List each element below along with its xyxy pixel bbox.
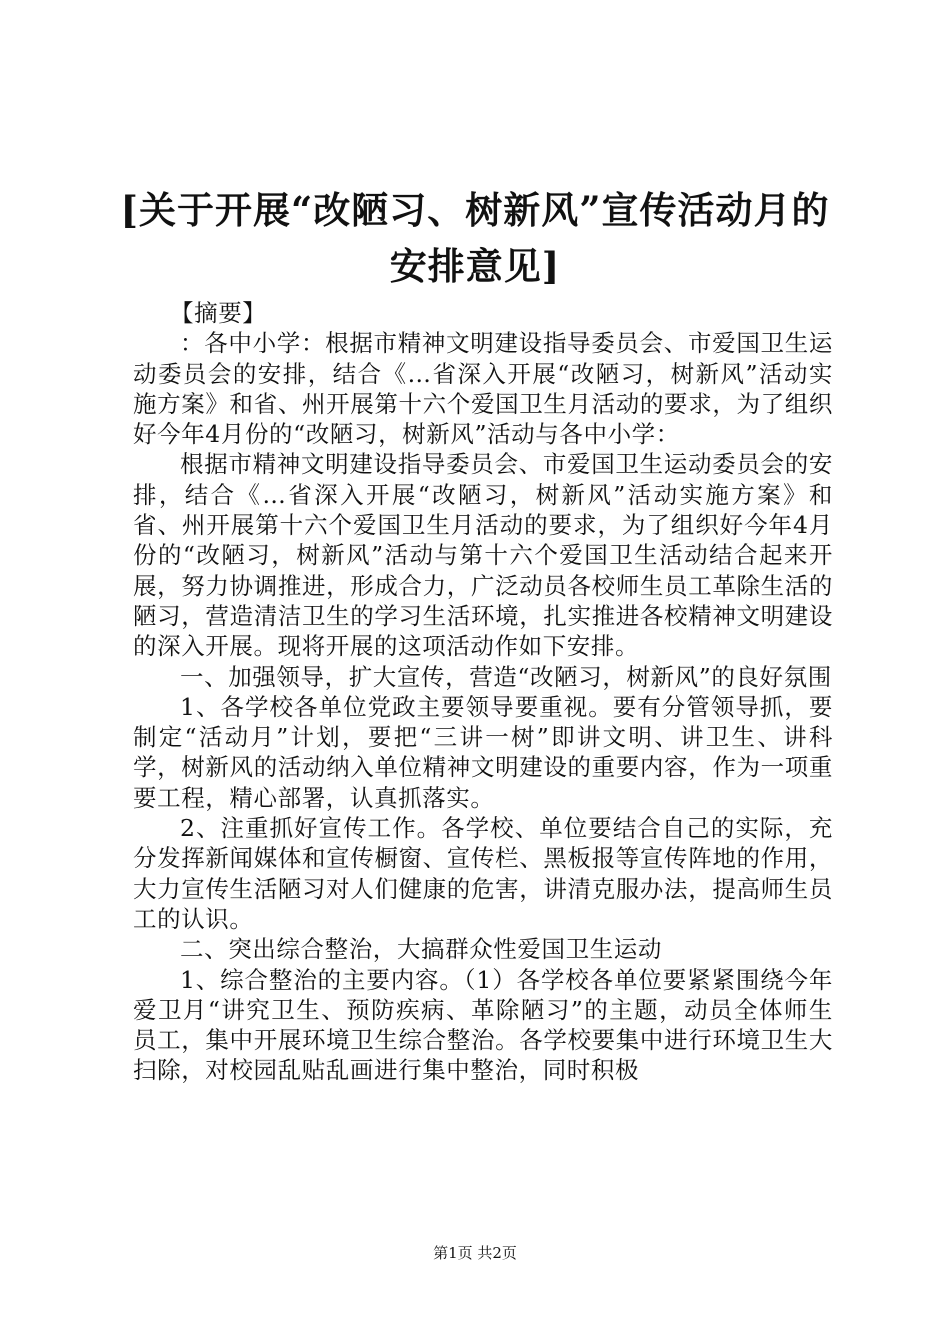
paragraph-intro: ：各中小学：根据市精神文明建设指导委员会、市爱国卫生运动委员会的安排，结合《…省深入开展“改陋习，树新风”活动实施方案》和省、州开展第十六个爱国卫生月活动的要求，为了组织好今年4月份的“改陋习，树新风”活动与各中小学： <box>133 329 833 449</box>
abstract-label: 【摘要】 <box>170 299 267 327</box>
paragraph-item-1-2: 2、注重抓好宣传工作。各学校、单位要结合自己的实际，充分发挥新闻媒体和宣传橱窗、宣传栏、黑板报等宣传阵地的作用，大力宣传生活陋习对人们健康的危害，讲清克服办法，提高师生员工的认识。 <box>133 814 833 933</box>
section-heading-2: 二、突出综合整治，大搞群众性爱国卫生运动 <box>180 935 662 964</box>
paragraph-background: 根据市精神文明建设指导委员会、市爱国卫生运动委员会的安排，结合《…省深入开展“改陋习，树新风”活动实施方案》和省、州开展第十六个爱国卫生月活动的要求，为了组织好今年4月份的“改陋习，树新风”活动与第十六个爱国卫生活动结合起来开展，努力协调推进，形成合力，广泛动员各校师生员工革除生活的陋习，营造清洁卫生的学习生活环境，扎实推进各校精神文明建设的深入开展。现将开展的这项活动作如下安排。 <box>133 450 833 661</box>
paragraph-item-1-1: 1、各学校各单位党政主要领导要重视。要有分管领导抓，要制定“活动月”计划，要把“三讲一树”即讲文明、讲卫生、讲科学，树新风的活动纳入单位精神文明建设的重要内容，作为一项重要工程，精心部署，认真抓落实。 <box>133 692 833 812</box>
document-title: [关于开展“改陋习、树新风”宣传活动月的安排意见] <box>120 188 830 288</box>
document-body <box>133 298 833 1086</box>
section-heading-1: 一、加强领导，扩大宣传，营造“改陋习，树新风”的良好氛围 <box>180 662 832 691</box>
paragraph-item-2-1: 1、综合整治的主要内容。（1）各学校各单位要紧紧围绕今年爱卫月“讲究卫生、预防疾病、革除陋习”的主题，动员全体师生员工，集中开展环境卫生综合整治。各学校要集中进行环境卫生大扫除，对校园乱贴乱画进行集中整治，同时积极 <box>133 965 833 1085</box>
page-footer: 第1页 共2页 <box>433 1244 517 1262</box>
